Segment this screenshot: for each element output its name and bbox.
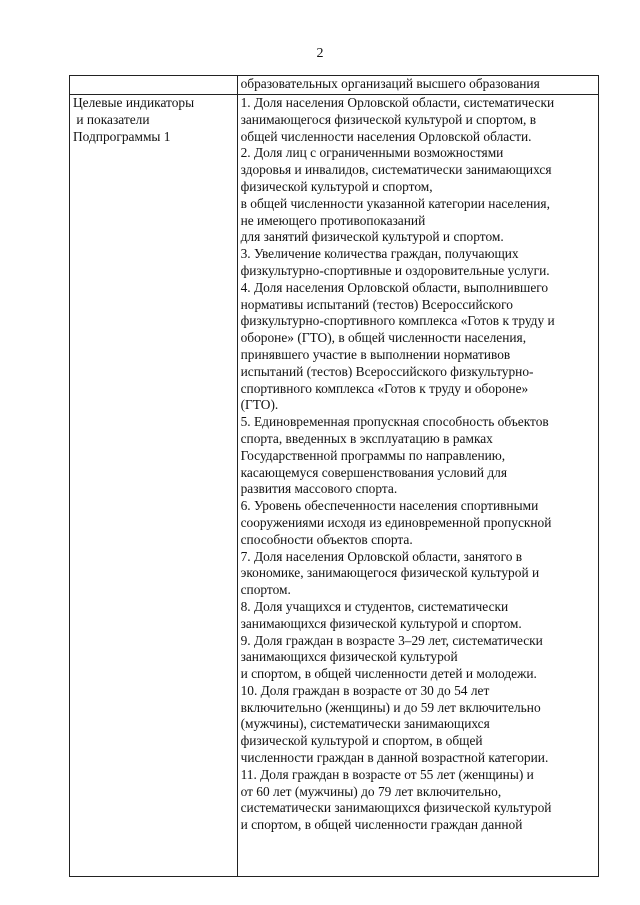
indicator-line: не имеющего противопоказаний <box>240 212 426 228</box>
indicator-line: от 60 лет (мужчины) до 79 лет включительно, <box>240 783 502 799</box>
indicator-line: 8. Доля учащихся и студентов, систематически <box>240 598 509 614</box>
continuation-left-cell <box>70 76 238 95</box>
label-line: Целевые индикаторы <box>73 95 195 110</box>
indicator-line: и спортом, в общей численности граждан данной <box>240 817 523 833</box>
indicator-line: 3. Увеличение количества граждан, получающих <box>240 246 519 262</box>
indicators-label-cell <box>70 95 238 877</box>
indicator-line: 9. Доля граждан в возрасте 3–29 лет, систематически <box>240 632 543 648</box>
page-number: 2 <box>316 46 324 61</box>
indicator-line: занимающегося физической культурой и спортом, в <box>240 111 537 127</box>
indicator-line: принявшего участие в выполнении нормативов <box>240 346 511 362</box>
indicator-line: способности объектов спорта. <box>240 531 413 547</box>
indicators-row <box>70 95 599 877</box>
indicator-line: здоровья и инвалидов, систематически занимающихся <box>240 162 552 178</box>
indicator-line: 2. Доля лиц с ограниченными возможностями <box>240 145 504 161</box>
indicator-line: Государственной программы по направлению, <box>240 447 506 463</box>
indicator-line: 5. Единовременная пропускная способность объектов <box>240 414 549 430</box>
indicator-line: 6. Уровень обеспеченности населения спортивными <box>240 498 539 514</box>
indicators-table <box>69 75 599 877</box>
indicator-line: в общей численности указанной категории населения, <box>240 195 550 211</box>
indicator-line: обороне» (ГТО), в общей численности населения, <box>240 330 527 346</box>
indicator-line: 7. Доля населения Орловской области, занятого в <box>240 548 523 564</box>
indicator-line: 10. Доля граждан в возрасте от 30 до 54 лет <box>240 682 490 698</box>
continuation-row <box>70 76 599 95</box>
indicator-line: занимающихся физической культурой <box>240 649 458 665</box>
indicator-line: 1. Доля населения Орловской области, систематически <box>240 95 555 110</box>
indicator-line: испытаний (тестов) Всероссийского физкультурно- <box>240 363 534 379</box>
indicator-line: 11. Доля граждан в возрасте от 55 лет (женщины) и <box>240 766 534 782</box>
indicator-line: (ГТО). <box>240 397 279 413</box>
indicator-line: систематически занимающихся физической культурой <box>240 800 552 816</box>
indicator-line: спортом. <box>240 582 291 598</box>
indicator-line: развития массового спорта. <box>240 481 398 497</box>
continuation-right-cell: образовательных организаций высшего образования <box>237 76 598 95</box>
indicator-line: для занятий физической культурой и спортом. <box>240 229 504 245</box>
indicator-line: (мужчины), систематически занимающихся <box>240 716 490 732</box>
indicator-line: 4. Доля населения Орловской области, выполнившего <box>240 279 549 295</box>
indicator-line: спорта, введенных в эксплуатацию в рамках <box>240 430 493 446</box>
indicator-line: и спортом, в общей численности детей и молодежи. <box>240 666 537 682</box>
label-line: Подпрограммы 1 <box>73 128 171 144</box>
indicator-line: касающемуся совершенствования условий для <box>240 464 508 480</box>
indicator-line: спортивного комплекса «Готов к труду и обороне» <box>240 380 529 396</box>
label-line: и показатели <box>73 111 150 127</box>
indicator-line: включительно (женщины) и до 59 лет включительно <box>240 699 541 715</box>
indicator-line: физкультурно-спортивного комплекса «Готов к труду и <box>240 313 555 329</box>
indicator-line: численности граждан в данной возрастной категории. <box>240 750 549 766</box>
indicator-line: физкультурно-спортивные и оздоровительные услуги. <box>240 262 550 278</box>
indicator-line: экономике, занимающегося физической культурой и <box>240 565 540 581</box>
indicator-line: занимающихся физической культурой и спортом. <box>240 615 522 631</box>
indicator-line: физической культурой и спортом, в общей <box>240 733 483 749</box>
indicator-line: сооружениями исходя из единовременной пропускной <box>240 514 552 530</box>
indicator-line: физической культурой и спортом, <box>240 178 433 194</box>
indicators-list-cell <box>237 95 598 877</box>
indicator-line: нормативы испытаний (тестов) Всероссийского <box>240 296 513 312</box>
indicator-line: общей численности населения Орловской области. <box>240 128 532 144</box>
